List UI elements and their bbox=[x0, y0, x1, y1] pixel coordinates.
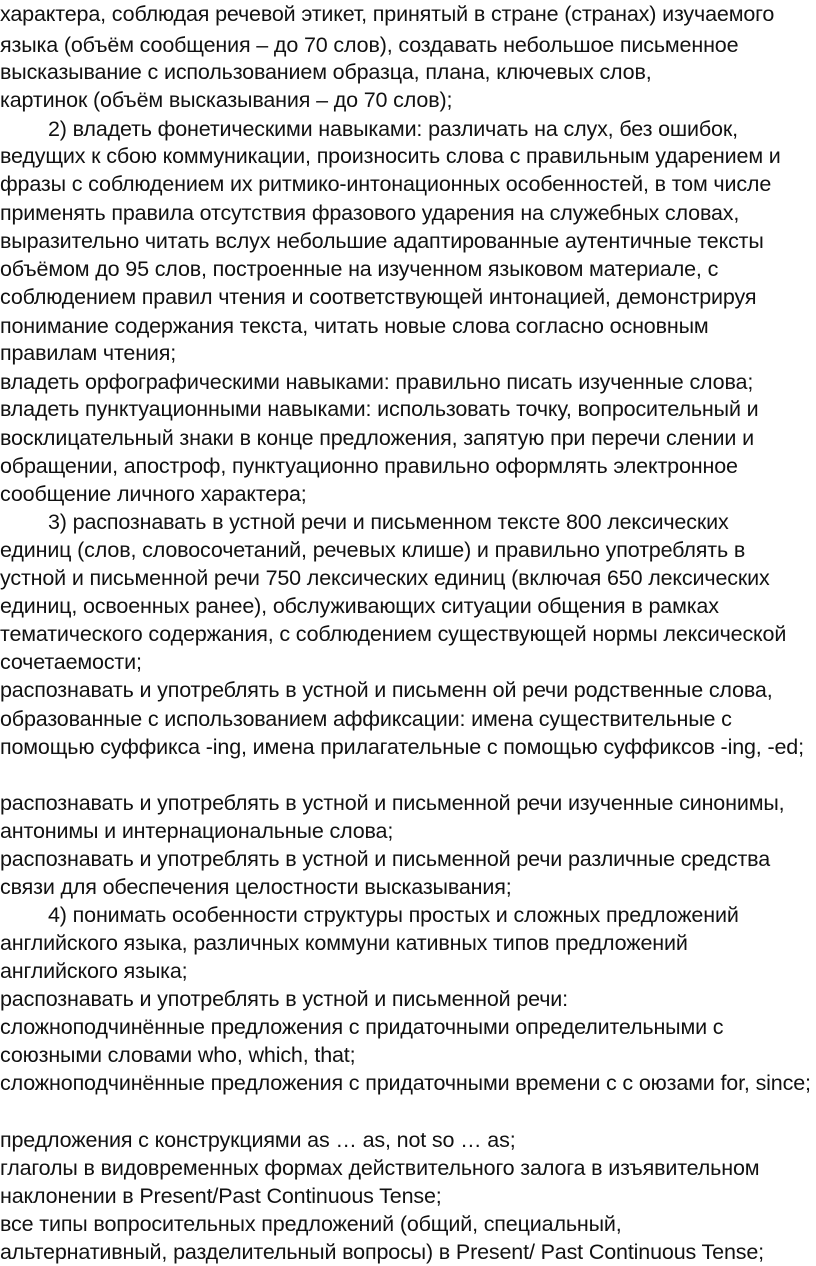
text-line: устной и письменной речи 750 лексических единиц (включая 650 лексических bbox=[0, 566, 770, 590]
text-line: сочетаемости; bbox=[0, 650, 142, 674]
paragraph-line: 2) владеть фонетическими навыками: различать на слух, без ошибок, bbox=[48, 117, 738, 141]
text-line: единиц (слов, словосочетаний, речевых клише) и правильно употреблять в bbox=[0, 538, 746, 562]
text-line: сообщение личного характера; bbox=[0, 482, 307, 506]
text-line: распознавать и употреблять в устной и письменн ой речи родственные слова, bbox=[0, 678, 773, 702]
text-line: связи для обеспечения целостности высказывания; bbox=[0, 875, 512, 899]
text-line: высказывание с использованием образца, плана, ключевых слов, bbox=[0, 60, 652, 84]
text-line: предложения с конструкциями as … as, not so … as; bbox=[0, 1128, 516, 1152]
text-line: английского языка; bbox=[0, 959, 188, 983]
text-line: распознавать и употреблять в устной и письменной речи различные средства bbox=[0, 847, 771, 871]
text-line: наклонении в Present/Past Continuous Tense; bbox=[0, 1184, 442, 1208]
text-line: ведущих к сбою коммуникации, произносить слова с правильным ударением и bbox=[0, 144, 781, 168]
text-line: союзными словами who, which, that; bbox=[0, 1043, 356, 1067]
text-line: распознавать и употреблять в устной и письменной речи: bbox=[0, 987, 568, 1011]
text-line: английского языка, различных коммуни кативных типов предложений bbox=[0, 931, 688, 955]
text-line: восклицательный знаки в конце предложения, запятую при перечи слении и bbox=[0, 426, 754, 450]
text-line: выразительно читать вслух небольшие адаптированные аутентичные тексты bbox=[0, 229, 764, 253]
text-line: фразы с соблюдением их ритмико-интонационных особенностей, в том числе bbox=[0, 172, 772, 196]
text-line: правилам чтения; bbox=[0, 341, 177, 365]
text-line: антонимы и интернациональные слова; bbox=[0, 819, 394, 843]
text-line: альтернативный, разделительный вопросы) в Present/ Past Continuous Tense; bbox=[0, 1240, 764, 1264]
paragraph-line: 3) распознавать в устной речи и письменном тексте 800 лексических bbox=[48, 510, 729, 534]
text-line: характера, соблюдая речевой этикет, принятый в стране (странах) изучаемого bbox=[0, 2, 775, 26]
text-line: сложноподчинённые предложения с придаточными времени с с оюзами for, since; bbox=[0, 1071, 811, 1095]
text-line: помощью суффикса -ing, имена прилагательные с помощью суффиксов -ing, -ed; bbox=[0, 735, 804, 759]
paragraph-line: 4) понимать особенности структуры простых и сложных предложений bbox=[48, 903, 739, 927]
text-line: владеть орфографическими навыками: правильно писать изученные слова; bbox=[0, 370, 754, 394]
text-line: понимание содержания текста, читать новые слова согласно основным bbox=[0, 314, 709, 338]
text-line: применять правила отсутствия фразового ударения на служебных словах, bbox=[0, 201, 740, 225]
text-line: обращении, апостроф, пунктуационно правильно оформлять электронное bbox=[0, 454, 738, 478]
text-line: образованные с использованием аффиксации: имена существительные с bbox=[0, 707, 732, 731]
text-line: владеть пунктуационными навыками: использовать точку, вопросительный и bbox=[0, 397, 759, 421]
text-line: все типы вопросительных предложений (общий, специальный, bbox=[0, 1212, 622, 1236]
text-line: единиц, освоенных ранее), обслуживающих ситуации общения в рамках bbox=[0, 594, 719, 618]
text-line: картинок (объём высказывания – до 70 слов); bbox=[0, 88, 453, 112]
text-line: соблюдением правил чтения и соответствующей интонацией, демонстрируя bbox=[0, 285, 757, 309]
text-line: языка (объём сообщения – до 70 слов), создавать небольшое письменное bbox=[0, 33, 739, 57]
text-line: глаголы в видовременных формах действительного залога в изъявительном bbox=[0, 1156, 760, 1180]
text-line: тематического содержания, с соблюдением существующей нормы лексической bbox=[0, 622, 787, 646]
text-line: распознавать и употреблять в устной и письменной речи изученные синонимы, bbox=[0, 791, 785, 815]
text-line: сложноподчинённые предложения с придаточными определительными с bbox=[0, 1015, 724, 1039]
text-line: объёмом до 95 слов, построенные на изученном языковом материале, с bbox=[0, 257, 719, 281]
